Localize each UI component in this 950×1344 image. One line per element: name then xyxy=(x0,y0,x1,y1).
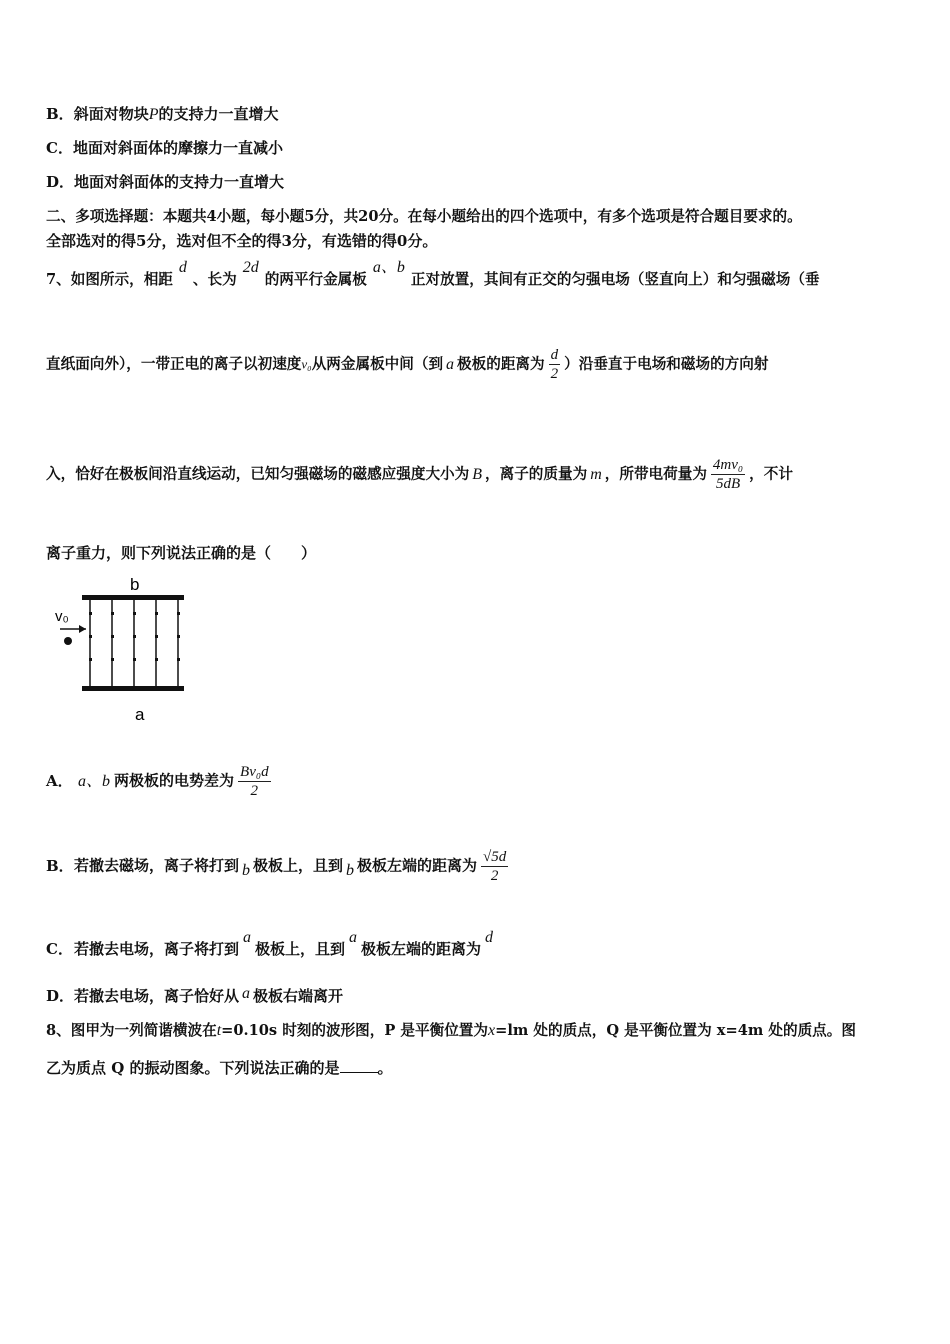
charge-fraction: $\frac{\text{4mv₀}}{5dB}$ xyxy=(712,457,744,492)
q7-option-d: D．若撤去电场，离子恰好从 a 极板右端离开 xyxy=(46,985,344,1005)
q7-line-2: 直纸面向外），一带正电的离子以初速度v₀从两金属板中间（到 a 极板的距离为 $\frac{d}{2}$ ）沿垂直于电场和磁场的方向射 xyxy=(46,347,769,382)
option-label: C． xyxy=(46,139,73,157)
section-heading-2: 全部选对的得5分，选对但不全的得3分，有选错的得0分。 xyxy=(46,232,438,250)
velocity-label: v₀ xyxy=(55,608,69,625)
prev-option-c: C．地面对斜面体的摩擦力一直减小 xyxy=(46,139,283,157)
q8-line-2: 乙为质点 Q 的振动图象。下列说法正确的是 。 xyxy=(46,1059,393,1077)
voltage-fraction: $\frac{\text{Bv₀d}}{2}$ xyxy=(240,764,269,799)
option-label: D． xyxy=(46,987,75,1005)
q7-line-3: 入，恰好在极板间沿直线运动，已知匀强磁场的磁感应强度大小为 B ，离子的质量为 m ，所带电荷量为 $\frac{\text{4mv₀}}{5dB}$ ，不计 xyxy=(46,457,793,492)
section-heading: 二、多项选择题：本题共4小题，每小题5分，共20分。在每小题给出的四个选项中，有多个选项是符合题目要求的。 xyxy=(46,208,802,225)
ion-dot xyxy=(64,637,72,645)
plate-b-label: b xyxy=(130,575,140,594)
plate-a-label: a xyxy=(135,705,145,724)
q7-line-1: 7、如图所示，相距d、长为2d的两平行金属板a、b正对放置，其间有正交的匀强电场（竖直向上）和匀强磁场（垂 xyxy=(46,259,820,288)
plate-a xyxy=(82,686,184,691)
capacitor-field-figure xyxy=(50,572,200,727)
option-label: D． xyxy=(46,173,75,191)
option-label: C． xyxy=(46,940,73,958)
option-label: B． xyxy=(46,856,74,875)
q7-option-a: A． a、b 两极板的电势差为 $\frac{\text{Bv₀d}}{2}$ xyxy=(46,764,269,799)
plate-b xyxy=(82,595,184,600)
prev-option-b: B．斜面对物块P的支持力一直增大 xyxy=(46,105,279,123)
velocity-arrowhead xyxy=(79,625,86,633)
q7-line-4: 离子重力，则下列说法正确的是（ ） xyxy=(46,544,317,562)
q7-option-b: B．若撤去磁场，离子将打到 b 极板上，且到 b 极板左端的距离为 $\frac{√5d}{2}$ xyxy=(46,849,507,884)
answer-blank xyxy=(340,1060,378,1073)
distance-fraction: $\frac{√5d}{2}$ xyxy=(483,849,507,884)
q7-option-c: C．若撤去电场，离子将打到a极板上，且到a极板左端的距离为d xyxy=(46,929,494,958)
option-label: A． xyxy=(46,771,73,790)
half-d-fraction: $\frac{d}{2}$ xyxy=(550,347,559,382)
q8-line-1: 8、图甲为一列简谐横波在t=0.10s 时刻的波形图，P 是平衡位置为x=lm 处的质点，Q 是平衡位置为 x=4m 处的质点。图 xyxy=(46,1022,856,1039)
prev-option-d: D．地面对斜面体的支持力一直增大 xyxy=(46,173,285,191)
option-label: B． xyxy=(46,105,74,123)
